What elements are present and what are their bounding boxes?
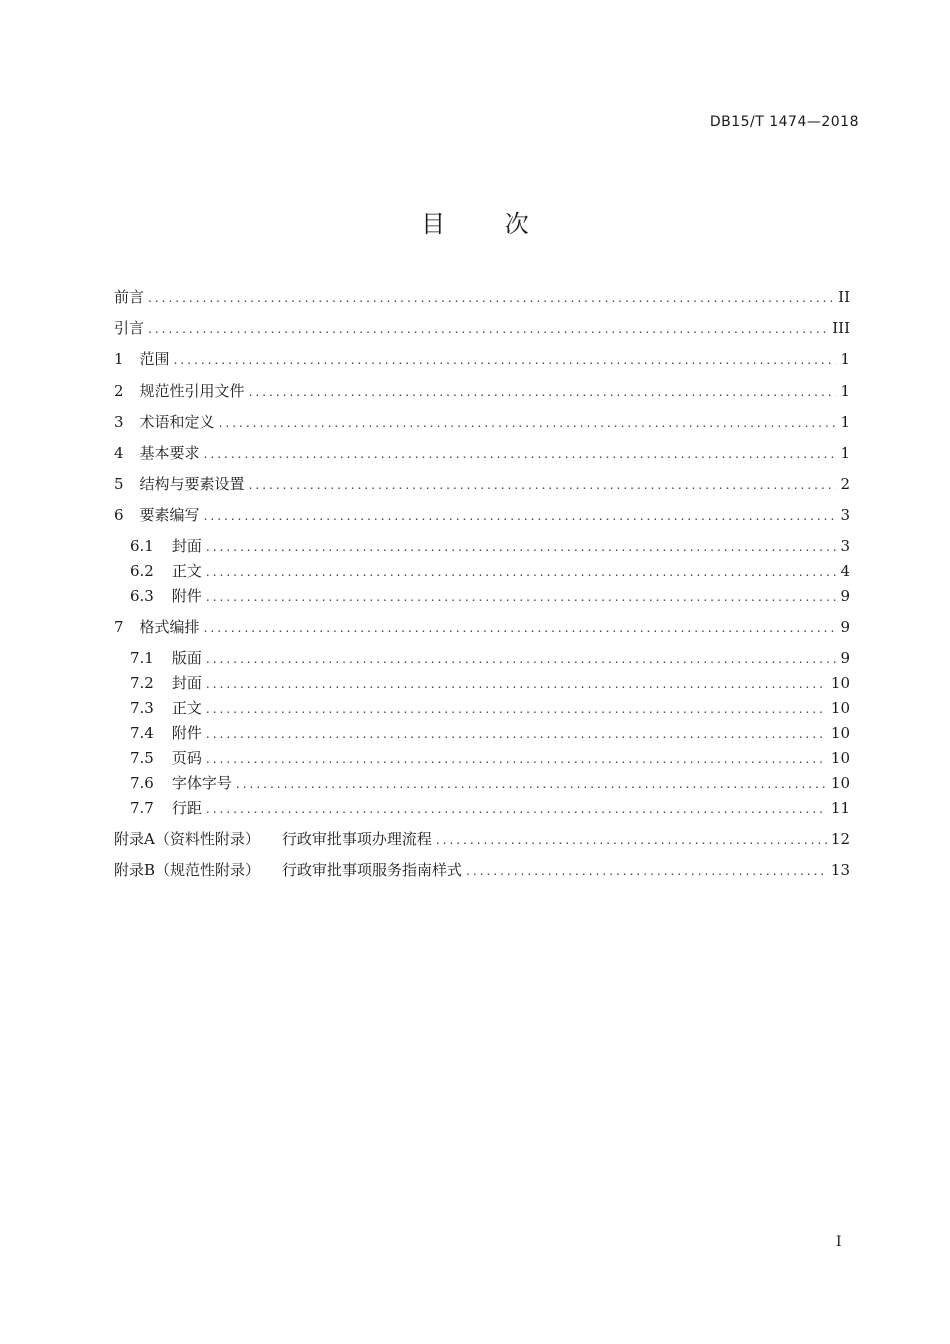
toc-entry-label: 前言: [114, 288, 145, 306]
toc-title: 目 次: [421, 210, 555, 238]
toc-dot-leader: [204, 617, 837, 639]
toc-entry-number: 7.2: [130, 674, 154, 692]
toc-dot-leader: [249, 474, 837, 496]
toc-entry-page: III: [832, 319, 850, 337]
toc-entry[interactable]: [130, 647, 850, 669]
toc-entry-label: 要素编写: [139, 506, 200, 524]
toc-entry-number: 2: [114, 382, 124, 400]
toc-entry-page: 2: [840, 475, 850, 493]
toc-entry-label: 格式编排: [139, 618, 200, 636]
toc-entry-page: 9: [840, 587, 850, 605]
toc-dot-leader: [206, 798, 827, 820]
toc-entry-label: 正文: [171, 699, 202, 717]
toc-entry-page: 1: [840, 382, 850, 400]
toc-dot-leader: [204, 443, 837, 465]
toc-dot-leader: [206, 723, 827, 745]
toc-entry[interactable]: [130, 560, 850, 582]
toc-entry-label: 行政审批事项服务指南样式: [282, 861, 463, 879]
toc-entry-number: 7.3: [130, 699, 154, 717]
toc-entry-number: 附录A（资料性附录）: [114, 830, 260, 848]
toc-entry-label: 引言: [114, 319, 145, 337]
toc-entry-label: 范围: [139, 350, 170, 368]
toc-entry-label: 基本要求: [139, 444, 200, 462]
toc-entry[interactable]: [114, 380, 850, 402]
toc-entry-number: 7.1: [130, 649, 154, 667]
toc-entry-label: 封面: [171, 674, 202, 692]
toc-entry-page: 10: [830, 699, 850, 717]
toc-entry-label: 结构与要素设置: [139, 475, 245, 493]
toc-dot-leader: [219, 412, 837, 434]
toc-dot-leader: [206, 673, 827, 695]
toc-entry-label: 字体字号: [171, 774, 232, 792]
toc-entry-number: 6.2: [130, 562, 154, 580]
toc-entry[interactable]: [114, 348, 850, 370]
toc-entry[interactable]: [114, 828, 850, 850]
toc-entry[interactable]: [114, 473, 850, 495]
toc-entry-page: 1: [840, 413, 850, 431]
toc-entry-label: 附件: [171, 724, 202, 742]
toc-entry-number: 6.1: [130, 537, 154, 555]
toc-entry-number: 7.6: [130, 774, 154, 792]
toc-entry[interactable]: [130, 772, 850, 794]
toc-entry-number: 6.3: [130, 587, 154, 605]
toc-entry-page: 1: [840, 350, 850, 368]
toc-entry-page: 10: [830, 724, 850, 742]
standard-code: DB15/T 1474—2018: [709, 114, 859, 130]
toc-entry-page: 4: [840, 562, 850, 580]
toc-entry-label: 规范性引用文件: [139, 382, 245, 400]
toc-entry[interactable]: [130, 797, 850, 819]
toc-entry-label: 术语和定义: [139, 413, 215, 431]
toc-entry-number: 4: [114, 444, 124, 462]
toc-entry[interactable]: [114, 411, 850, 433]
toc-entry-page: 12: [830, 830, 850, 848]
toc-entry-page: 1: [840, 444, 850, 462]
toc-entry-page: 11: [830, 799, 850, 817]
toc-dot-leader: [148, 287, 834, 309]
toc-entry-label: 封面: [171, 537, 202, 555]
toc-dot-leader: [148, 318, 828, 340]
toc-entry[interactable]: [114, 504, 850, 526]
toc-entry-number: 7.5: [130, 749, 154, 767]
toc-dot-leader: [206, 648, 837, 670]
toc-entry[interactable]: [130, 585, 850, 607]
toc-entry-label: 正文: [171, 562, 202, 580]
toc-entry[interactable]: [114, 317, 850, 339]
toc-entry-page: 10: [830, 774, 850, 792]
toc-entry-page: 9: [840, 649, 850, 667]
toc-entry-page: 13: [830, 861, 850, 879]
toc-entry[interactable]: [130, 722, 850, 744]
page-number: I: [836, 1234, 842, 1250]
toc-entry-page: 9: [840, 618, 850, 636]
toc-entry-page: 3: [840, 506, 850, 524]
toc-entry-number: 6: [114, 506, 124, 524]
toc-entry[interactable]: [130, 672, 850, 694]
toc-dot-leader: [249, 381, 837, 403]
toc-entry-number: 7.4: [130, 724, 154, 742]
toc-dot-leader: [206, 536, 837, 558]
toc-entry-label: 行距: [171, 799, 202, 817]
toc-entry-number: 5: [114, 475, 124, 493]
toc-dot-leader: [206, 561, 837, 583]
toc-entry[interactable]: [114, 859, 850, 881]
toc-entry[interactable]: [114, 442, 850, 464]
toc-dot-leader: [174, 349, 837, 371]
toc-entry[interactable]: [130, 697, 850, 719]
toc-dot-leader: [206, 586, 837, 608]
toc-entry[interactable]: [130, 535, 850, 557]
toc-entry-number: 7: [114, 618, 124, 636]
toc-dot-leader: [236, 773, 827, 795]
toc-entry-page: 10: [830, 674, 850, 692]
toc-entry[interactable]: [114, 616, 850, 638]
toc-entry-page: II: [838, 288, 850, 306]
toc-entry-number: 1: [114, 350, 124, 368]
toc-entry-label: 版面: [171, 649, 202, 667]
toc-entry-page: 10: [830, 749, 850, 767]
toc-entry-label: 行政审批事项办理流程: [281, 830, 432, 848]
toc-entry-page: 3: [840, 537, 850, 555]
toc-entry-label: 页码: [171, 749, 202, 767]
toc-dot-leader: [204, 505, 837, 527]
toc-entry[interactable]: [130, 747, 850, 769]
toc-entry-label: 附件: [171, 587, 202, 605]
toc-dot-leader: [436, 829, 827, 851]
toc-entry[interactable]: [114, 286, 850, 308]
toc-entry-number: 7.7: [130, 799, 154, 817]
toc-dot-leader: [466, 860, 827, 882]
toc-entry-number: 3: [114, 413, 124, 431]
toc-dot-leader: [206, 748, 827, 770]
toc-entry-number: 附录B（规范性附录）: [114, 861, 261, 879]
toc-dot-leader: [206, 698, 827, 720]
